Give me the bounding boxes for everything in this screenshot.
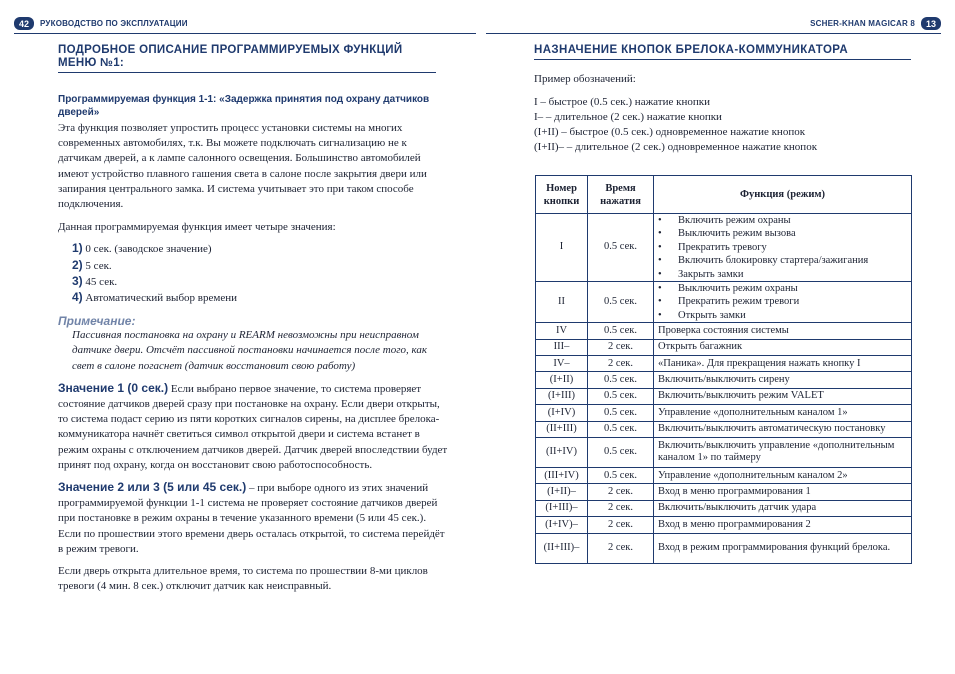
table-row [536,500,912,516]
function-cell: Вход в меню программирования 1 [654,484,912,500]
button-cell: (I+III) [536,388,588,404]
function-cell: Включить/выключить сирену [654,372,912,388]
legend-item: (I+II)– – длительное (2 сек.) одновременное нажатие кнопок [534,141,818,153]
table-header-row [536,176,912,214]
time-cell: 2 сек. [588,339,654,355]
button-cell: (II+III) [536,421,588,437]
function-item: • Выключить режим вызова [658,227,908,240]
table-row [536,282,912,323]
button-cell: IV [536,323,588,339]
legend-item: (I+II) – быстрое (0.5 сек.) одновременное нажатие кнопок [534,126,806,138]
legend-item: I – быстрое (0.5 сек.) нажатие кнопки [534,96,710,108]
button-cell: (I+III)– [536,500,588,516]
time-cell: 2 сек. [588,484,654,500]
example-label: Пример обозначений: [534,73,636,85]
button-cell: II [536,282,588,323]
time-cell: 0.5 сек. [588,421,654,437]
function-item: • Выключить режим охраны [658,282,908,295]
right-page [534,44,934,155]
time-cell: 2 сек. [588,356,654,372]
time-cell: 2 сек. [588,500,654,516]
table-row [536,421,912,437]
function-cell [654,214,912,282]
time-cell: 0.5 сек. [588,372,654,388]
left-running-header [14,14,476,34]
function-cell: Вход в режим программирования функций брелока. [654,533,912,563]
button-cell: (III+IV) [536,467,588,483]
function-item: • Включить режим охраны [658,214,908,227]
time-cell: 0.5 сек. [588,437,654,467]
note-heading: Примечание: [58,314,136,329]
header-function: Функция (режим) [654,176,912,214]
function-item: • Открыть замки [658,309,908,322]
value-item: 1) 0 сек. (заводское значение) [72,241,212,256]
left-page-number: 42 [14,17,34,30]
table-row [536,484,912,500]
button-cell: (I+IV) [536,405,588,421]
right-running-title: SCHER-KHAN MAGICAR 8 [810,19,915,28]
value23-text: – при выборе одного из этих значений программируемой функции 1-1 система не проверяет состояние датчиков дверей при постановке в режим охраны в течение указанного времени (5 или 45 сек.). Если по прошествии этого времени дверь осталась открытой, то система перейдёт в режим тревоги. [58,482,445,555]
time-cell: 0.5 сек. [588,405,654,421]
function-cell: Включить/выключить автоматическую постановку [654,421,912,437]
button-cell: (I+II) [536,372,588,388]
time-cell: 2 сек. [588,517,654,533]
table-row [536,388,912,404]
table-row [536,214,912,282]
table-row [536,356,912,372]
time-cell: 0.5 сек. [588,282,654,323]
function-cell: Управление «дополнительным каналом 2» [654,467,912,483]
table-row [536,323,912,339]
button-cell: IV– [536,356,588,372]
left-page-title: ПОДРОБНОЕ ОПИСАНИЕ ПРОГРАММИРУЕМЫХ ФУНКЦИЙ МЕНЮ №1: [58,44,436,73]
table-row [536,405,912,421]
time-cell: 0.5 сек. [588,467,654,483]
function-list [658,214,908,281]
function-subtitle: Программируемая функция 1-1: «Задержка принятия под охрану датчиков дверей» [58,94,430,118]
right-page-title: НАЗНАЧЕНИЕ КНОПОК БРЕЛОКА-КОММУНИКАТОРА [534,44,911,60]
value1-text: Если выбрано первое значение, то система проверяет состояние датчиков дверей сразу при постановке на охрану. Если двери открыты, то система подаст серию из пяти коротких сигналов сирены, на дисплее брелока-коммуникатора начнёт светиться символ открытой двери и система встанет в режим охраны с отключением датчиков дверей. Датчик дверей впоследствии будет принят под охрану, когда он восстановит свою работоспособность. [58,382,448,471]
values-list [72,241,448,306]
function-cell: Включить/выключить режим VALET [654,388,912,404]
table-row [536,437,912,467]
function-cell: Вход в меню программирования 2 [654,517,912,533]
function-item: • Включить блокировку стартера/зажигания [658,254,908,267]
table-row [536,533,912,563]
time-cell: 0.5 сек. [588,214,654,282]
button-functions-table [535,175,912,564]
table-row [536,517,912,533]
function-item: • Прекратить режим тревоги [658,295,908,308]
table-row [536,339,912,355]
function-item: • Прекратить тревогу [658,241,908,254]
final-paragraph: Если дверь открыта длительное время, то система по прошествии 8-ми циклов тревоги (4 мин. 8 сек.) отключит датчик как неисправный. [58,565,428,593]
left-running-title: РУКОВОДСТВО ПО ЭКСПЛУАТАЦИИ [40,19,188,28]
values-intro: Данная программируемая функция имеет четыре значения: [58,221,336,234]
time-cell: 2 сек. [588,533,654,563]
function-cell: Включить/выключить управление «дополнительным каналом 1» по таймеру [654,437,912,467]
button-cell: III– [536,339,588,355]
header-time: Время нажатия [588,176,654,214]
right-running-header [486,14,941,34]
button-cell: (II+IV) [536,437,588,467]
button-cell: I [536,214,588,282]
time-cell: 0.5 сек. [588,323,654,339]
value-item: 2) 5 сек. [72,257,112,272]
header-button: Номер кнопки [536,176,588,214]
function-description: Эта функция позволяет упростить процесс установки системы на многих современных автомобилях, т.к. Вы можете подключать сигнализацию не к датчикам дверей, а к лампе салонного освещения. Большинство автомобилей имеют устройство плавного гашения света в салоне после закрытия двери или запирания центрального замка. И система учитывает это при таком способе подключения. [58,122,427,211]
time-cell: 0.5 сек. [588,388,654,404]
right-page-number: 13 [921,17,941,30]
value23-lead: Значение 2 или 3 (5 или 45 сек.) [58,480,247,495]
value23-paragraph [58,480,448,557]
button-cell: (I+II)– [536,484,588,500]
function-list [658,282,908,322]
value-item: 4) Автоматический выбор времени [72,290,237,305]
button-cell: (II+III)– [536,533,588,563]
note-text: Пассивная постановка на охрану и REARM невозможны при неисправном датчике двери. Отсчёт пассивной постановки начинается после того, как свет в салоне погаснет (датчик восстановит свою работу) [72,329,428,372]
table-row [536,467,912,483]
function-cell: Открыть багажник [654,339,912,355]
value1-paragraph [58,381,448,473]
value1-lead: Значение 1 (0 сек.) [58,380,169,395]
legend-item: I– – длительное (2 сек.) нажатие кнопки [534,111,722,123]
button-cell: (I+IV)– [536,517,588,533]
function-cell: «Паника». Для прекращения нажать кнопку I [654,356,912,372]
value-item: 3) 45 сек. [72,273,118,288]
table-row [536,372,912,388]
function-cell: Включить/выключить датчик удара [654,500,912,516]
function-cell: Управление «дополнительным каналом 1» [654,405,912,421]
function-item: • Закрыть замки [658,268,908,281]
notation-legend [534,95,934,155]
function-cell [654,282,912,323]
function-cell: Проверка состояния системы [654,323,912,339]
left-page [58,44,448,594]
